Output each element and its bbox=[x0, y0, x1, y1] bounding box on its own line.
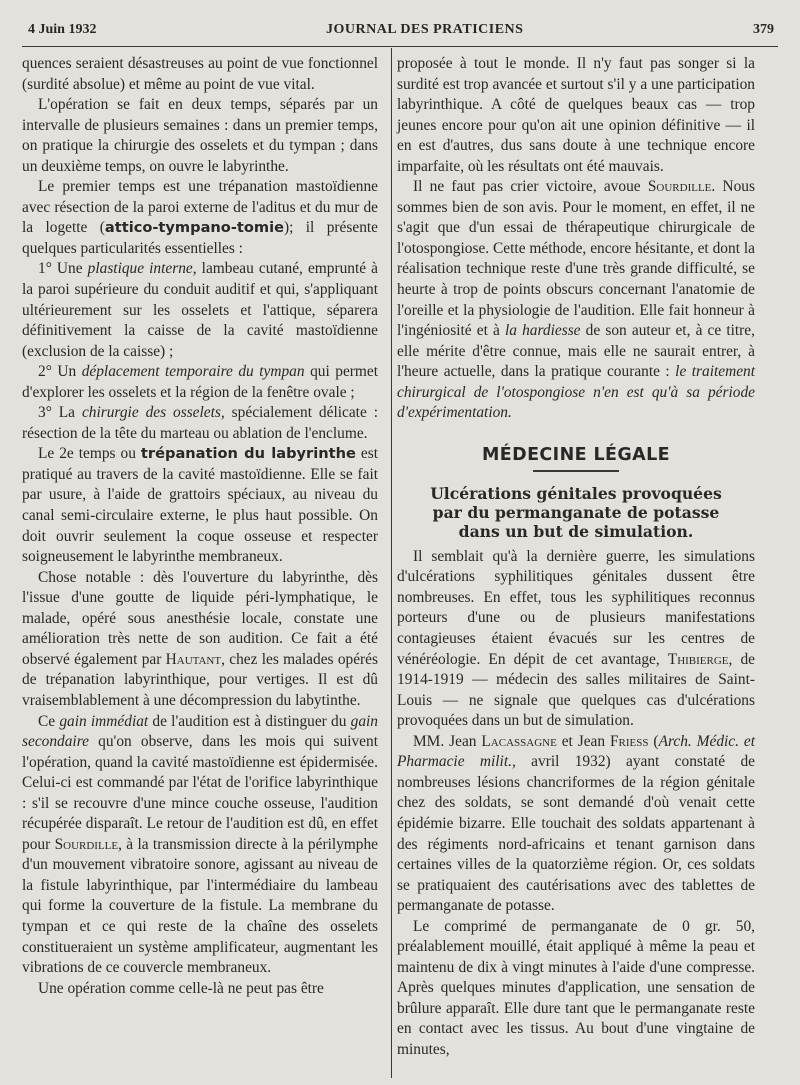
paragraph bbox=[22, 54, 378, 95]
author-name: Friess bbox=[610, 732, 649, 750]
running-header bbox=[28, 18, 774, 42]
text: 3° La bbox=[38, 404, 82, 422]
text: 2° Un bbox=[38, 363, 82, 381]
paragraph bbox=[22, 259, 378, 362]
page-number: 379 bbox=[752, 22, 774, 37]
paragraph bbox=[397, 917, 755, 1061]
text: spécialement délicate : résection de la tête du marteau ou ablation de l'enclume. bbox=[22, 404, 378, 442]
article-title-line: dans un but de simulation. bbox=[458, 521, 694, 541]
text: ( bbox=[648, 732, 659, 750]
text: Une opération comme celle-là ne peut pas être bbox=[38, 979, 324, 997]
text: Le 2e temps ou bbox=[38, 445, 141, 463]
text: qui permet d'explorer les osselets et la région de la fenêtre ovale ; bbox=[22, 363, 378, 401]
paragraph bbox=[22, 568, 378, 712]
text: MM. Jean bbox=[413, 732, 482, 750]
text: 1° Une bbox=[38, 260, 88, 278]
italic-term: la hardiesse bbox=[504, 322, 581, 340]
text: Il ne faut pas crier victoire, avoue bbox=[413, 178, 648, 196]
text: Le premier temps est une trépanation mastoïdienne avec résection de la paroi externe de l'aditus et du mur de la logette ( bbox=[22, 178, 378, 237]
italic-term: déplacement temporaire du tympan bbox=[81, 363, 305, 381]
italic-term: gain immédiat bbox=[59, 712, 149, 730]
text: ); il présente quelques particularités essentielles : bbox=[22, 219, 378, 257]
author-name: Sourdille, bbox=[54, 835, 122, 853]
paragraph bbox=[397, 177, 755, 424]
italic-term: chirurgie des osselets, bbox=[81, 404, 225, 422]
text: Chose notable : dès l'ouverture du labyrinthe, dès l'issue d'une goutte de liquide péri-lymphatique, le malade, opéré sous anesthésie locale, constate une amélioration très nette de son audition. Ce fait a été observé également par bbox=[22, 568, 378, 668]
paragraph bbox=[22, 712, 378, 979]
paragraph bbox=[397, 732, 755, 917]
author-name: Thibierge, bbox=[667, 650, 733, 668]
paragraph bbox=[397, 54, 755, 177]
text: chez les malades opérés de trépanation labyrinthique, pour vertiges. Il est dû vraisemblablement à une décompression du labytinthe. bbox=[22, 650, 378, 709]
text: et Jean bbox=[556, 732, 610, 750]
text: de son auteur et, à ce titre, elle mérite d'être connue, mais elle ne saurait entrer, à l'heure actuelle, dans la pratique courante : bbox=[397, 322, 755, 381]
text: à la transmission directe à la périlymphe d'un mouvement vibratoire sonore, agissant au niveau de la fistule labyrinthique, par l'intermédiaire du lambeau qui forme la couverture de la fistule. La membrane du tympan et ce qui reste de la chaîne des osselets constitueraient un système amplificateur, augmentant les vibrations de ce couvercle membraneux. bbox=[22, 835, 379, 977]
italic-term: le traitement chirurgical de l'otospongiose n'en est qu'à sa période d'expérimentation. bbox=[397, 363, 756, 422]
paragraph bbox=[22, 444, 378, 567]
citation: Arch. Médic. et Pharmacie milit., bbox=[397, 732, 755, 771]
journal-title: JOURNAL DES PRATICIENS bbox=[326, 22, 524, 37]
spacer bbox=[397, 424, 755, 444]
text: Il semblait qu'à la dernière guerre, les simulations d'ulcérations syphilitiques génitales dussent être nombreuses. En effet, tous les syphilitiques reconnus porteurs d'une ou de plusieurs manifestations contagieuses étaient évacués sur les centres de vénéréologie. En dépit de cet avantage, bbox=[397, 547, 755, 668]
paragraph bbox=[22, 95, 378, 177]
bold-term: trépanation du labyrinthe bbox=[140, 445, 356, 463]
paragraph bbox=[397, 547, 755, 732]
bold-term: attico-tympano-tomie bbox=[104, 219, 284, 237]
italic-term: plastique interne, bbox=[87, 260, 197, 278]
text: quences seraient désastreuses au point de vue fonctionnel (surdité absolue) et même au point de vue vital. bbox=[22, 55, 378, 93]
text: est pratiqué au travers de la cavité mastoïdienne. Elle se fait par usure, à l'aide de grattoirs spéciaux, au niveau du canal semi-circulaire externe, le plus haut possible. On doit ouvrir seulement la coque osseuse et respecter soigneusement le labyrinthe membraneux. bbox=[22, 445, 378, 566]
column-divider bbox=[391, 48, 392, 1078]
paragraph bbox=[22, 403, 378, 444]
author-name: Lacassagne bbox=[481, 732, 557, 750]
article-title-line: Ulcérations génitales provoquées bbox=[430, 483, 722, 503]
text: lambeau cutané, emprunté à la paroi supérieure du conduit auditif et qui, s'appliquant ultérieurement sur les osselets et l'attique, séparera définitivement la caisse de la cavité mastoïdienne (exclusion de la caisse) ; bbox=[22, 260, 379, 360]
left-column bbox=[22, 54, 378, 999]
article-title bbox=[397, 484, 755, 541]
italic-term: gain secondaire bbox=[22, 712, 379, 751]
text: Ce bbox=[38, 712, 60, 730]
text: Le comprimé de permanganate de 0 gr. 50, préalablement mouillé, était appliqué à même la peau et maintenu de dix à vingt minutes à l'aide d'une compresse. Après quelques minutes d'application, une sensation de brûlure apparaît. Elle dure tant que le permanganate reste en contact avec les tissus. Au bout d'une vingtaine de minutes, bbox=[397, 917, 755, 1058]
issue-date: 4 Juin 1932 bbox=[28, 22, 97, 37]
text: qu'on observe, dans les mois qui suivent l'opération, quand la cavité mastoïdienne est épidermisée. Celui-ci est commandé par l'état de l'orifice labyrinthique : s'il se recouvre d'une mince couche osseuse, l'audition récupérée disparaît. Le retour de l'audition est dû, en effet pour bbox=[22, 733, 378, 853]
author-name: Sourdille. bbox=[647, 178, 716, 196]
text: proposée à tout le monde. Il n'y faut pas songer si la surdité est trop avancée et surtout s'il y a une participation labyrinthique. A côté de quelques beaux cas — trop jeunes encore pour qu'on ait une opinion définitive — il en est d'autres, dus sans doute à une technique encore imparfaite, où les résultats ont été mauvais. bbox=[397, 55, 755, 175]
right-column bbox=[397, 54, 755, 1061]
text: avril 1932) ayant constaté de nombreuses lésions chancriformes de la région génitale chez des soldats, se sont demandé d'où venait cette épidémie bizarre. Elle touchait des soldats appartenant à des régiments nord-africains et tenant garnison dans certaines villes de la quatorzième région. Or, ces soldats se pratiquaient des cautérisations avec des tablettes de permanganate de potasse. bbox=[397, 753, 755, 915]
paragraph bbox=[22, 177, 378, 259]
text: L'opération se fait en deux temps, séparés par un intervalle de plusieurs semaines : dans un premier temps, on pratique la chirurgie des osselets et du tympan ; dans un deuxième temps, on ouvre le labyrinthe. bbox=[22, 96, 378, 175]
section-heading: MÉDECINE LÉGALE bbox=[481, 444, 670, 465]
text: de 1914-1919 — médecin des salles militaires de Saint-Louis — ne signale que quelques cas d'ulcérations provoquées dans un but de simulation. bbox=[397, 650, 756, 730]
paragraph bbox=[22, 979, 378, 1000]
article-title-line: par du permanganate de potasse bbox=[432, 502, 720, 522]
author-name: Hautant, bbox=[165, 650, 225, 668]
header-rule bbox=[22, 46, 778, 47]
text: de l'audition est à distinguer du bbox=[148, 712, 351, 730]
heading-rule bbox=[533, 470, 619, 472]
text: Nous sommes bien de son avis. Pour le moment, en effet, il ne s'agit que d'un essai de thérapeutique chirurgicale de l'otospongiose. Cette méthode, encore hésitante, et dont la réalisation technique reste d'une très grande difficulté, se heurte à trop de points obscurs concernant l'anatomie de l'oreille et la physiologie de l'audition. Elle fait honneur à l'ingéniosité et à bbox=[397, 178, 755, 340]
paragraph bbox=[22, 362, 378, 403]
